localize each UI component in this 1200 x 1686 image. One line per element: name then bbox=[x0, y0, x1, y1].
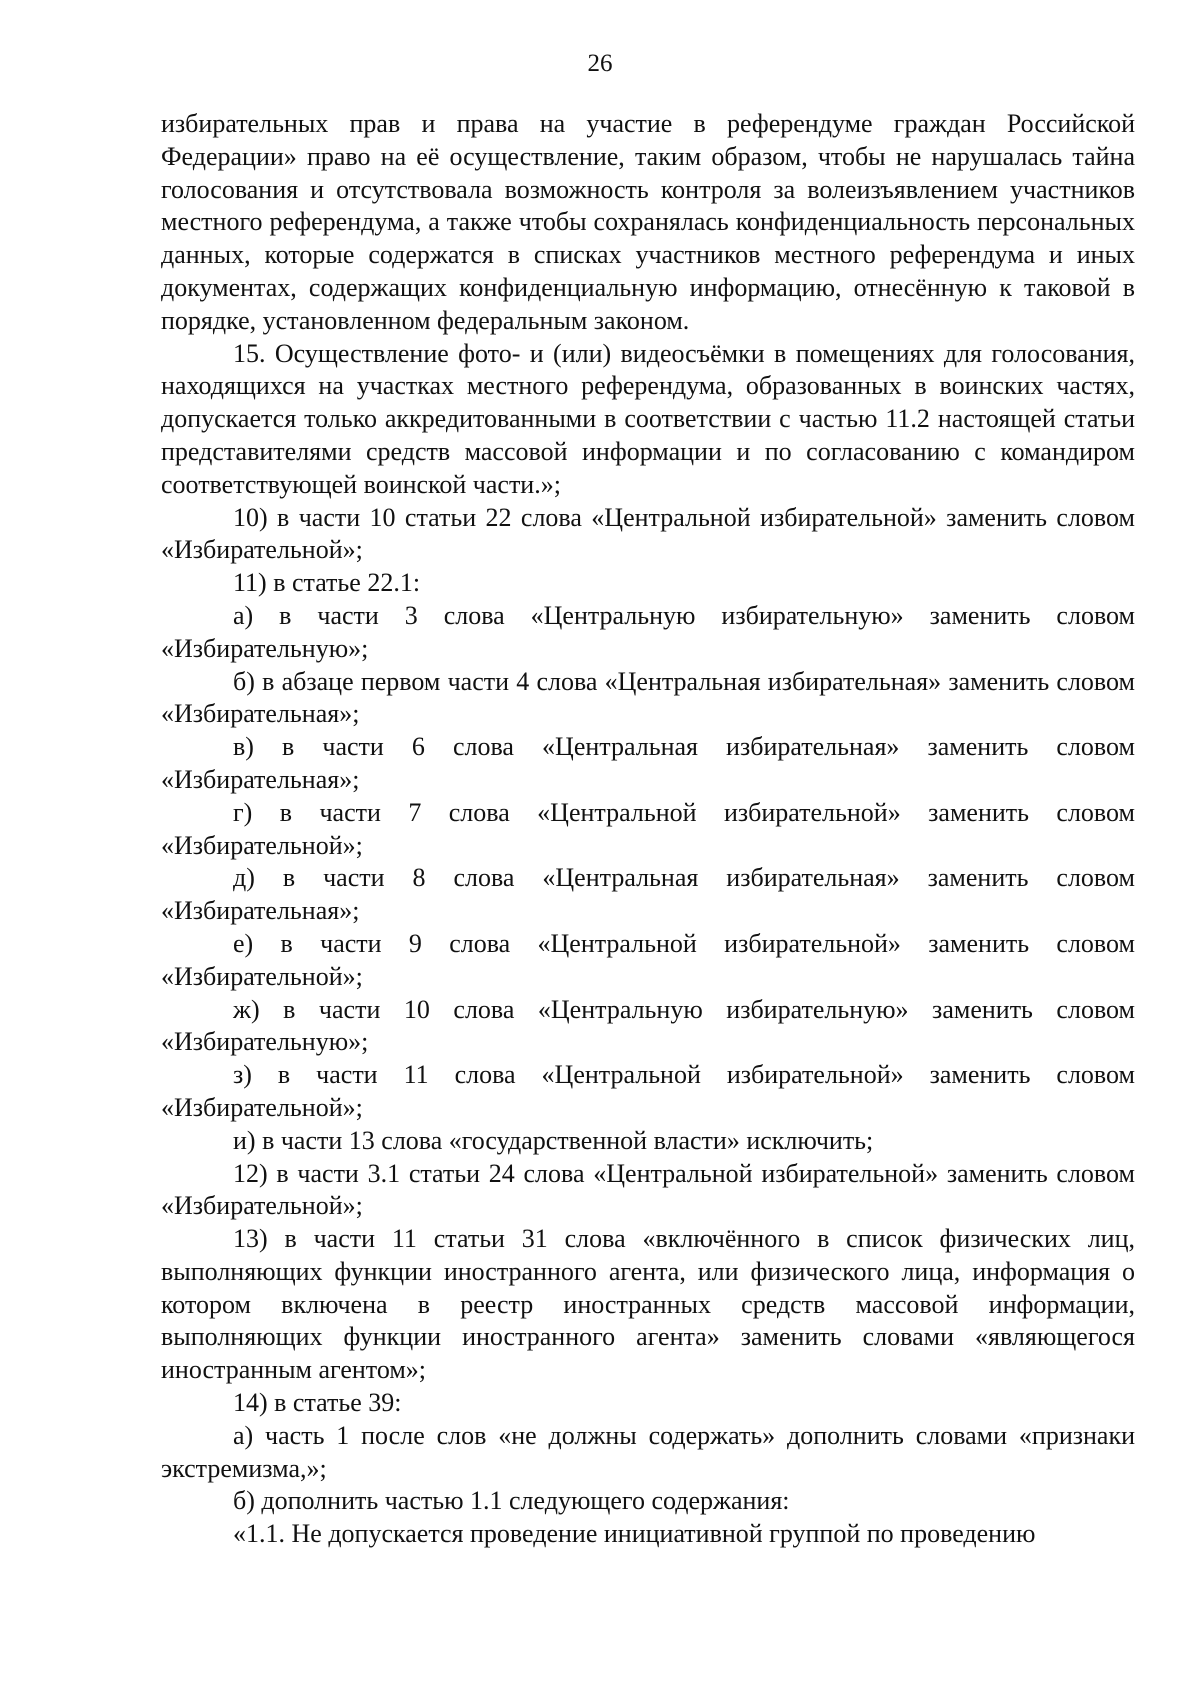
paragraph: е) в части 9 слова «Центральной избирательной» заменить словом «Избирательной»; bbox=[161, 928, 1135, 991]
paragraph: и) в части 13 слова «государственной власти» исключить; bbox=[233, 1125, 874, 1155]
paragraph: 10) в части 10 статьи 22 слова «Центральной избирательной» заменить словом «Избирательной»; bbox=[161, 502, 1135, 565]
paragraph: «1.1. Не допускается проведение инициативной группой по проведению bbox=[233, 1519, 1036, 1549]
paragraph: 11) в статье 22.1: bbox=[233, 568, 421, 598]
paragraph: б) в абзаце первом части 4 слова «Центральная избирательная» заменить словом «Избирательная»; bbox=[161, 666, 1135, 729]
page-number: 26 bbox=[587, 50, 613, 77]
paragraph: з) в части 11 слова «Центральной избирательной» заменить словом «Избирательной»; bbox=[161, 1060, 1135, 1122]
paragraph: ж) в части 10 слова «Центральную избирательную» заменить словом «Избирательную»; bbox=[161, 994, 1135, 1057]
paragraph: б) дополнить частью 1.1 следующего содержания: bbox=[233, 1486, 790, 1516]
paragraph: а) часть 1 после слов «не должны содержать» дополнить словами «признаки экстремизма,»; bbox=[161, 1420, 1135, 1483]
paragraph: избирательных прав и права на участие в референдуме граждан Российской Федерации» право на её осуществление, таким образом, чтобы не нарушалась тайна голосования и отсутствовала возможность контроля за волеизъявлением участников местного референдума, а также чтобы сохранялась конфиденциальность персональных данных, которые содержатся в списках участников местного референдума и иных документах, содержащих конфиденциальную информацию, отнесённую к таковой в порядке, установленном федеральным законом. bbox=[161, 109, 1135, 335]
paragraph: в) в части 6 слова «Центральная избирательная» заменить словом «Избирательная»; bbox=[161, 732, 1135, 794]
paragraph: г) в части 7 слова «Центральной избирательной» заменить словом «Избирательной»; bbox=[161, 797, 1135, 860]
paragraph: 13) в части 11 статьи 31 слова «включённого в список физических лиц, выполняющих функции иностранного агента, или физического лица, информация о котором включена в реестр иностранных средств массовой информации, выполняющих функции иностранного агента» заменить словами «являющегося иностранным агентом»; bbox=[161, 1224, 1135, 1385]
document-body bbox=[161, 108, 1135, 1551]
paragraph: 15. Осуществление фото- и (или) видеосъёмки в помещениях для голосования, находящихся на участках местного референдума, образованных в воинских частях, допускается только аккредитованными в соответствии с частью 11.2 настоящей статьи представителями средств массовой информации и по согласованию с командиром соответствующей воинской части.»; bbox=[161, 338, 1135, 499]
paragraph: 12) в части 3.1 статьи 24 слова «Центральной избирательной» заменить словом «Избирательной»; bbox=[161, 1158, 1135, 1221]
paragraph: а) в части 3 слова «Центральную избирательную» заменить словом «Избирательную»; bbox=[161, 600, 1135, 663]
paragraph: д) в части 8 слова «Центральная избирательная» заменить словом «Избирательная»; bbox=[161, 863, 1135, 926]
paragraph: 14) в статье 39: bbox=[233, 1388, 402, 1418]
